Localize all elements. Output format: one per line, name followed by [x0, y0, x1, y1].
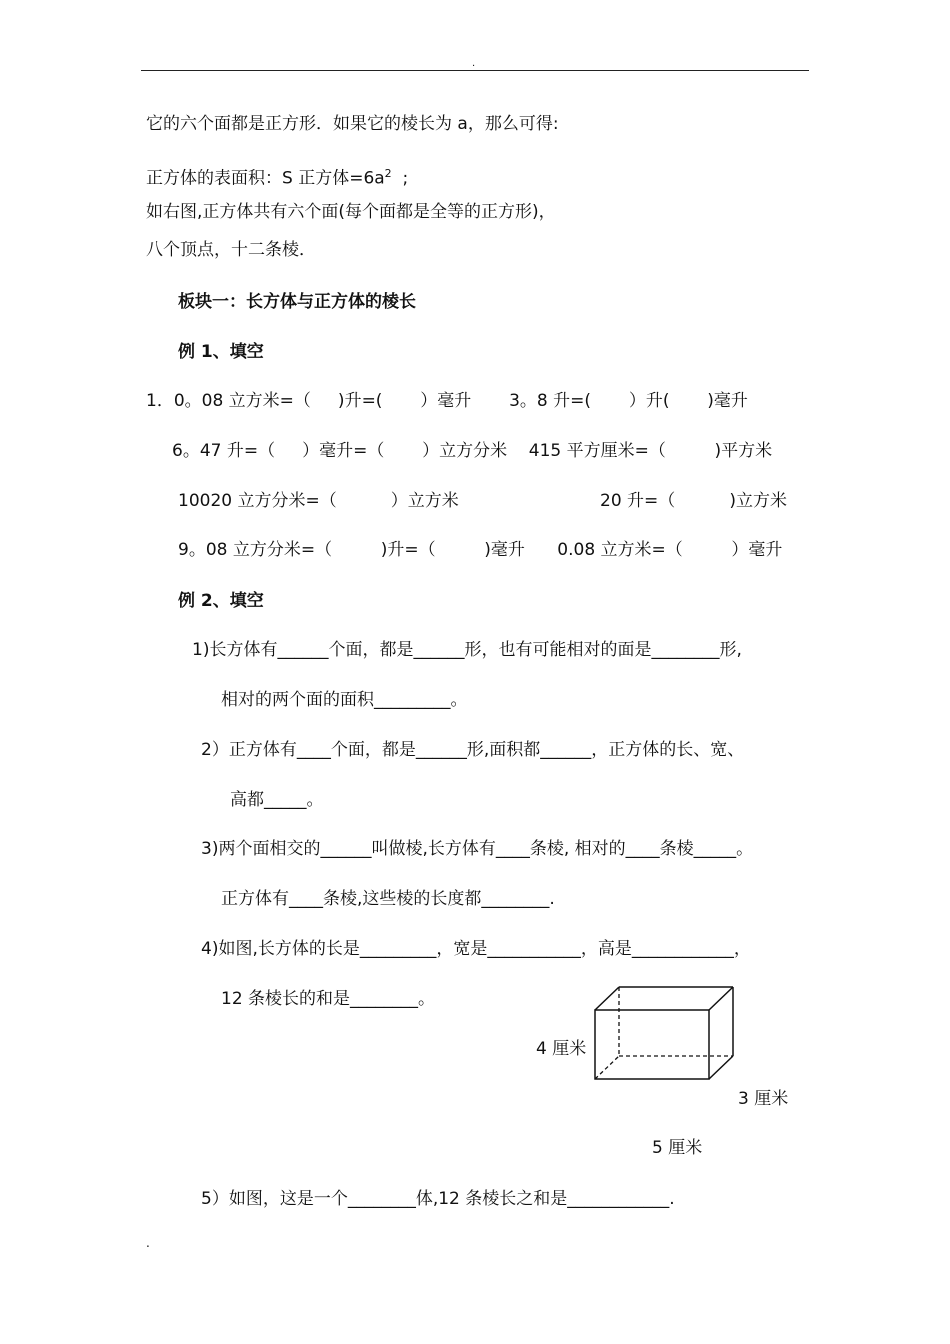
example-1-row-4: 9。08 立方分米=（ )升=（ )毫升 0.08 立方米=（ ）毫升 [178, 540, 783, 560]
cuboid-front-face [595, 1010, 709, 1079]
example-1-title: 例 1、填空 [178, 342, 264, 362]
footer-dot: . [146, 1236, 150, 1250]
example-1-row-1: 1．0。08 立方米=（ )升=( ）毫升 3。8 升=( ）升( )毫升 [146, 391, 748, 411]
example-1-row-2: 6。47 升=（ ）毫升=（ ）立方分米 415 平方厘米=（ )平方米 [172, 441, 773, 461]
length-label: 5 厘米 [652, 1138, 703, 1158]
formula-tail: ; [391, 168, 409, 189]
question-3-line-1: 3)两个面相交的______叫做棱,长方体有____条棱, 相对的____条棱_____。 [201, 839, 754, 859]
cuboid-edge-top-left [595, 987, 619, 1010]
question-4-line-1: 4)如图,长方体的长是_________，宽是___________，高是____________， [201, 939, 751, 959]
intro-line-1: 它的六个面都是正方形．如果它的棱长为 a，那么可得: [146, 114, 559, 134]
question-2-line-1: 2）正方体有____个面，都是______形,面积都______，正方体的长、宽、 [201, 740, 745, 760]
question-5: 5）如图，这是一个________体,12 条棱长之和是____________. [201, 1189, 675, 1209]
example-1-row-3a: 10020 立方分米=（ ）立方米 [178, 491, 459, 511]
cuboid-hidden-left [595, 1056, 619, 1079]
cuboid-edge-top-right [709, 987, 733, 1010]
question-3-line-2: 正方体有____条棱,这些棱的长度都________. [221, 889, 555, 909]
width-label: 3 厘米 [738, 1089, 789, 1109]
cuboid-edge-bottom-right [709, 1056, 733, 1079]
example-1-row-3b: 20 升=（ )立方米 [600, 491, 787, 511]
surface-area-formula: 正方体的表面积：S 正方体=6a [146, 168, 385, 189]
example-2-title: 例 2、填空 [178, 591, 264, 611]
height-label: 4 厘米 [536, 1039, 587, 1059]
question-1-line-1: 1)长方体有______个面，都是______形，也有可能相对的面是________形, [192, 640, 742, 660]
intro-line-2 [146, 163, 408, 190]
question-4-line-2: 12 条棱长的和是________。 [221, 989, 436, 1009]
section-title: 板块一：长方体与正方体的棱长 [178, 292, 416, 312]
question-1-line-2: 相对的两个面的面积_________。 [221, 690, 468, 710]
exponent: 2 [384, 167, 392, 180]
cuboid-figure [580, 980, 750, 1090]
question-2-line-2: 高都_____。 [230, 790, 324, 810]
header-dot: . [472, 58, 476, 69]
intro-line-3: 如右图,正方体共有六个面(每个面都是全等的正方形)， [146, 202, 556, 222]
header-rule [141, 70, 809, 71]
intro-line-4: 八个顶点，十二条棱． [146, 240, 316, 260]
